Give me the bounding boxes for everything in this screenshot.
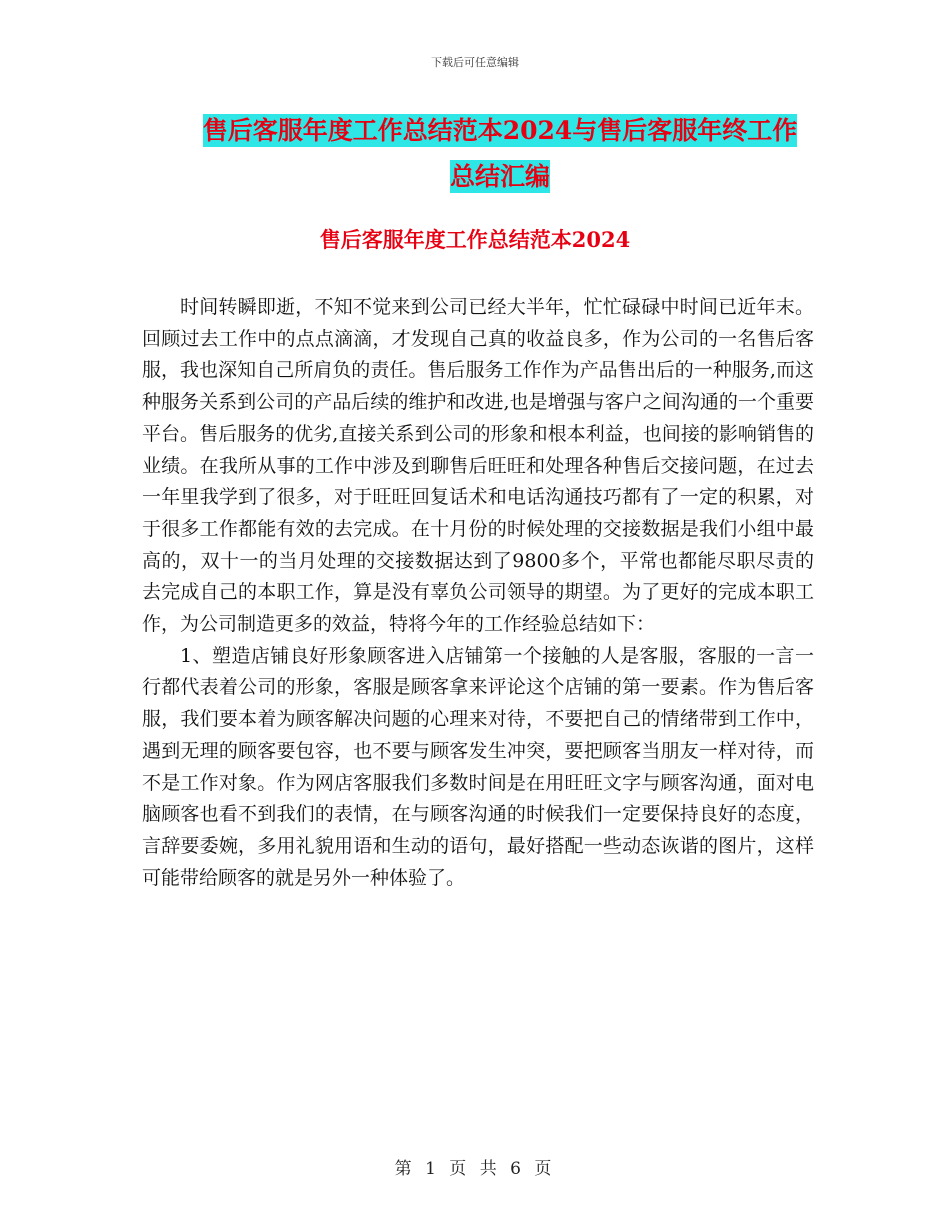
document-title-line-1: 售后客服年度工作总结范本2024与售后客服年终工作 — [202, 116, 798, 145]
body-paragraph: 1、塑造店铺良好形象顾客进入店铺第一个接触的人是客服，客服的一言一行都代表着公司的形象，客服是顾客拿来评论这个店铺的第一要素。作为售后客服，我们要本着为顾客解决问题的心理来对待，不要把自己的情绪带到工作中，遇到无理的顾客要包容，也不要与顾客发生冲突，要把顾客当朋友一样对待，而不是工作对象。作为网店客服我们多数时间是在用旺旺文字与顾客沟通，面对电脑顾客也看不到我们的表情，在与顾客沟通的时候我们一定要保持良好的态度，言辞要委婉，多用礼貌用语和生动的语句，最好搭配一些动态诙谐的图片，这样可能带给顾客的就是另外一种体验了。 — [142, 644, 814, 889]
body-paragraph: 时间转瞬即逝，不知不觉来到公司已经大半年，忙忙碌碌中时间已近年末。回顾过去工作中的点点滴滴，才发现自己真的收益良多，作为公司的一名售后客服，我也深知自己所肩负的责任。售后服务工作作为产品售出后的一种服务,而这种服务关系到公司的产品后续的维护和改进,也是增强与客户之间沟通的一个重要平台。售后服务的优劣,直接关系到公司的形象和根本利益，也间接的影响销售的业绩。在我所从事的工作中涉及到聊售后旺旺和处理各种售后交接问题，在过去一年里我学到了很多，对于旺旺回复话术和电话沟通技巧都有了一定的积累，对于很多工作都能有效的去完成。在十月份的时候处理的交接数据是我们小组中最高的，双十一的当月处理的交接数据达到了9800多个，平常也都能尽职尽责的去完成自己的本职工作，算是没有辜负公司领导的期望。为了更好的完成本职工作，为公司制造更多的效益，特将今年的工作经验总结如下： — [142, 296, 814, 636]
page-number-footer: 第 1 页 共 6 页 — [394, 1159, 556, 1179]
document-title — [140, 108, 860, 200]
document-body — [142, 292, 814, 894]
document-title-line-2: 总结汇编 — [449, 162, 550, 191]
page-header-note: 下载后可任意编辑 — [431, 56, 519, 69]
section-title: 售后客服年度工作总结范本2024 — [319, 227, 631, 252]
